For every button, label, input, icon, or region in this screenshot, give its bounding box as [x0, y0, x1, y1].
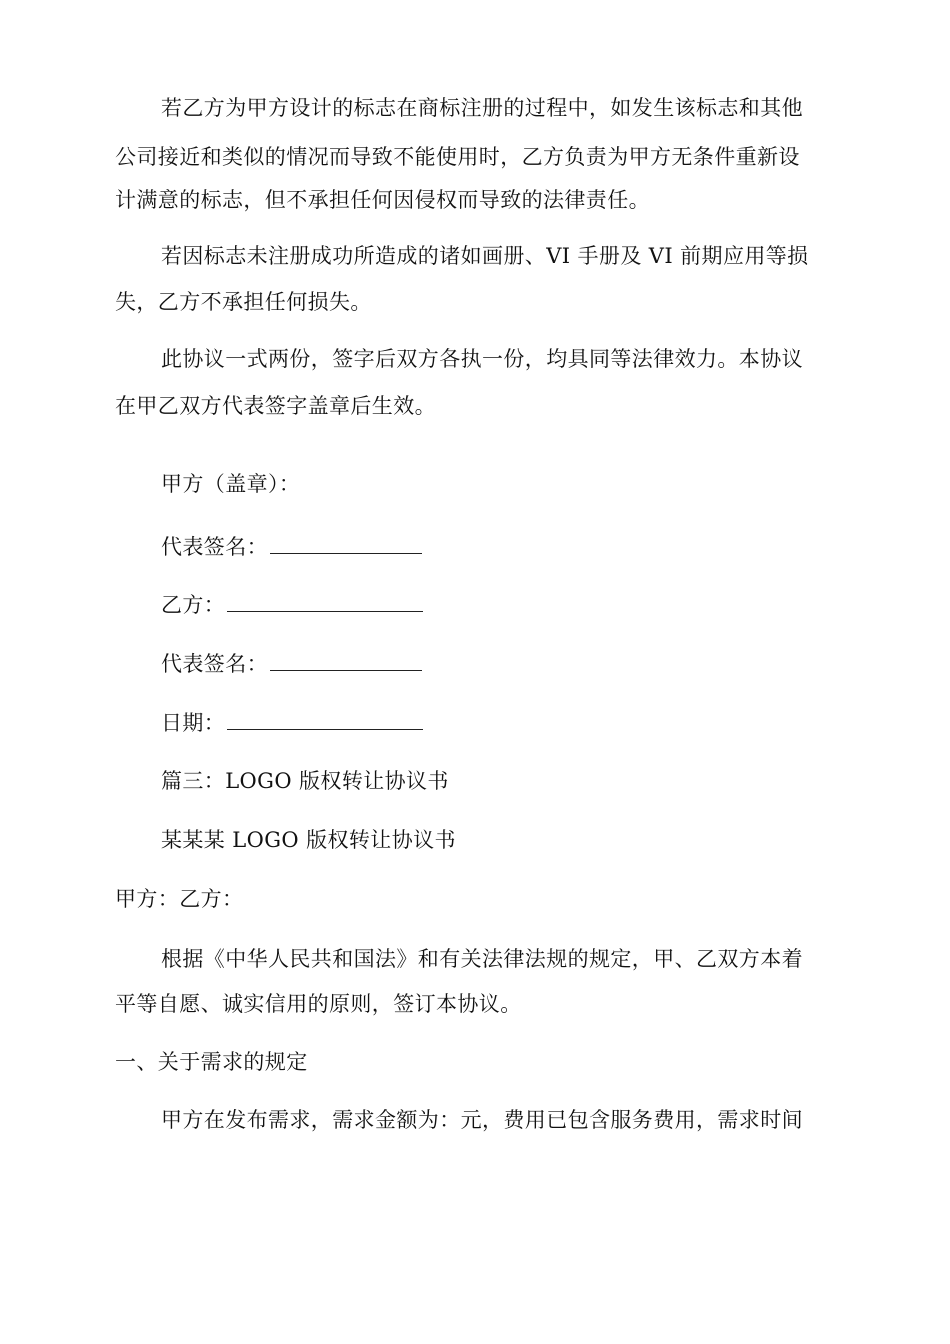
para4-line2: 平等自愿、诚实信用的原则，签订本协议。 [115, 992, 522, 1016]
para1-line1: 若乙方为甲方设计的标志在商标注册的过程中，如发生该标志和其他 [161, 96, 803, 120]
para2-line2: 失，乙方不承担任何损失。 [115, 290, 372, 314]
para3-line2: 在甲乙双方代表签字盖章后生效。 [115, 394, 436, 418]
parties-line: 甲方：乙方： [115, 887, 244, 911]
para1-line2: 公司接近和类似的情况而导致不能使用时，乙方负责为甲方无条件重新设 [115, 145, 800, 169]
rep-sign-blank-2 [270, 652, 422, 671]
rep-sign-row-1 [161, 533, 422, 561]
rep-sign-row-2 [161, 650, 422, 678]
para1-line3: 计满意的标志，但不承担任何因侵权而导致的法律责任。 [115, 188, 650, 212]
rep-sign-label-1: 代表签名： [161, 535, 268, 559]
clause1-heading: 一、关于需求的规定 [115, 1050, 308, 1074]
date-label: 日期： [161, 711, 226, 735]
party-b-label: 乙方： [161, 593, 226, 617]
party-a-seal-label: 甲方（盖章）： [161, 472, 301, 496]
agreement-title: 某某某 LOGO 版权转让协议书 [161, 828, 456, 852]
rep-sign-blank-1 [270, 535, 422, 554]
party-b-blank [227, 593, 423, 612]
date-row [161, 709, 423, 737]
para2-line1: 若因标志未注册成功所造成的诸如画册、VI 手册及 VI 前期应用等损 [161, 244, 809, 268]
para4-line1: 根据《中华人民共和国法》和有关法律法规的规定，甲、乙双方本着 [161, 947, 803, 971]
party-b-row [161, 591, 423, 619]
para3-line1: 此协议一式两份，签字后双方各执一份，均具同等法律效力。本协议 [161, 347, 803, 371]
date-blank [227, 711, 423, 730]
para5-line1: 甲方在发布需求，需求金额为：元，费用已包含服务费用，需求时间 [161, 1108, 803, 1132]
section-heading: 篇三：LOGO 版权转让协议书 [161, 769, 449, 793]
rep-sign-label-2: 代表签名： [161, 652, 268, 676]
